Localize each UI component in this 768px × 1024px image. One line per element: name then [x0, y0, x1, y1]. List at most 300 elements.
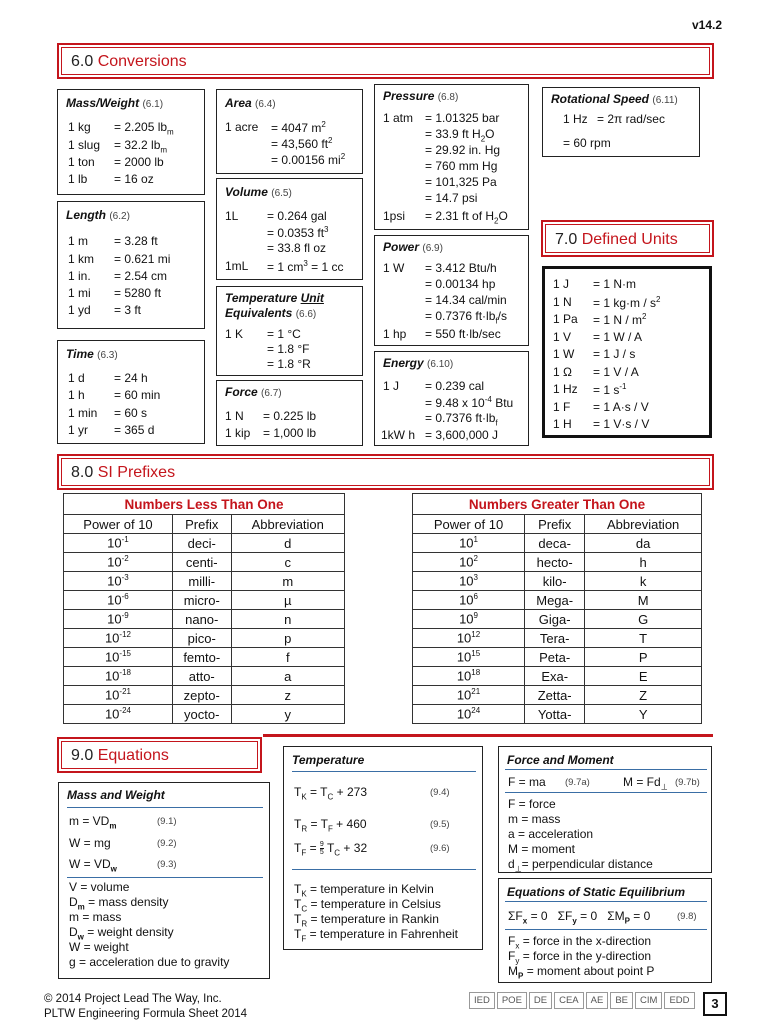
symbol: T: [294, 897, 302, 911]
power-exponent: -6: [121, 592, 129, 602]
abbreviation-cell: m: [231, 572, 344, 591]
conversion-lhs: 1 yd: [68, 303, 91, 317]
power-cell: [413, 591, 525, 610]
subscript: C: [334, 848, 341, 858]
power-cell: [64, 553, 173, 572]
symbol: T: [326, 841, 335, 855]
table-caption: Numbers Less Than One: [64, 494, 345, 515]
box-title: Rotational Speed: [551, 92, 650, 106]
symbol: T: [294, 912, 302, 926]
conversion-lhs: 1 mi: [68, 286, 91, 300]
section-number: 7.0: [555, 231, 578, 248]
box-ref: (6.8): [437, 92, 459, 103]
conversion-value: = 9.48 x 10: [425, 396, 485, 410]
subscript: ⊥: [514, 864, 522, 874]
symbol: F: [515, 909, 523, 923]
defined-unit-value: = 1 A·s / V: [593, 399, 649, 414]
conversion-value: = 0.225 lb: [263, 409, 317, 423]
subscript: f: [495, 316, 498, 326]
subscript: C: [327, 792, 334, 802]
conversion-value: = 1 cc: [311, 260, 344, 274]
copyright: © 2014 Project Lead The Way, Inc.: [44, 993, 222, 1005]
box-ref: (6.3): [97, 350, 118, 361]
definition: = temperature in Celsius: [310, 897, 441, 911]
definition: m = mass: [508, 812, 561, 826]
box-title: Energy: [383, 356, 424, 370]
conversion-value: = 3,600,000 J: [425, 428, 499, 442]
symbol: T: [294, 841, 302, 855]
static-equilibrium-box: [498, 878, 712, 983]
abbreviation-cell: da: [585, 534, 702, 553]
conversion-value: = 365 d: [114, 423, 155, 437]
table-row: [64, 667, 345, 686]
defined-unit-lhs: 1 J: [553, 277, 570, 291]
power-exponent: 9: [473, 611, 478, 621]
power-exponent: 24: [471, 706, 481, 716]
box-title: Equations of Static Equilibrium: [507, 885, 686, 899]
box-title: Mass and Weight: [67, 788, 165, 802]
force-moment-box: [498, 746, 712, 873]
conversion-lhs: 1 atm: [383, 111, 414, 125]
subscript: m: [167, 127, 174, 137]
box-ref: (6.5): [271, 188, 292, 199]
conversion-lhs: 1psi: [383, 209, 406, 223]
table-row: [64, 553, 345, 572]
subscript: R: [301, 919, 308, 929]
equation: + 273: [336, 785, 367, 799]
power-base: 10: [456, 687, 472, 703]
power-base: 10: [104, 687, 120, 703]
fraction-denominator: 5: [319, 849, 324, 857]
equation-ref: (9.3): [157, 859, 177, 870]
conversion-value: = 1,000 lb: [263, 426, 317, 440]
box-title: Time: [66, 347, 94, 361]
table-row: [64, 534, 345, 553]
subscript: F: [301, 934, 307, 944]
column-header: Abbreviation: [585, 515, 702, 534]
table-row: [413, 705, 702, 724]
sigma-symbol: Σ: [607, 909, 615, 923]
subscript: K: [301, 889, 307, 899]
subscript: 2: [494, 216, 499, 226]
power-cell: [64, 591, 173, 610]
defined-units-box: [542, 266, 712, 438]
subscript: m: [109, 821, 117, 831]
conversion-lhs: 1 ton: [68, 155, 95, 169]
equation-ref: (9.5): [430, 819, 450, 830]
conversion-value: = 0.0353 ft: [267, 226, 325, 240]
equation-ref: (9.7b): [675, 777, 700, 788]
prefix-cell: hecto-: [525, 553, 585, 572]
abbreviation-cell: k: [585, 572, 702, 591]
conversion-value: = 3 ft: [114, 303, 142, 317]
power-base: 10: [104, 649, 120, 665]
course-badge: AE: [586, 992, 609, 1009]
power-base: 10: [456, 630, 472, 646]
conversion-value: = 760 mm Hg: [425, 159, 498, 173]
column-header: Power of 10: [413, 515, 525, 534]
table-row: [64, 610, 345, 629]
power-cell: [413, 610, 525, 629]
conversion-value: = 1.8 °R: [267, 357, 311, 371]
defined-unit-lhs: 1 V: [553, 329, 572, 344]
power-base: 10: [459, 611, 474, 627]
prefix-cell: deca-: [525, 534, 585, 553]
conversion-value: = 0.239 cal: [425, 379, 485, 393]
conversion-value: = 550 ft·lb/sec: [425, 327, 501, 341]
fraction-numerator: 9: [319, 841, 324, 849]
box-title: Force: [225, 385, 258, 399]
equations-rule: [263, 734, 713, 737]
length-box: [57, 201, 205, 329]
box-title: Temperature: [292, 753, 365, 767]
definition: = weight density: [87, 925, 174, 939]
prefix-cell: femto-: [172, 648, 231, 667]
power-base: 10: [104, 668, 120, 684]
prefix-cell: deci-: [172, 534, 231, 553]
prefix-cell: Peta-: [525, 648, 585, 667]
symbol: T: [294, 817, 302, 831]
power-cell: [413, 553, 525, 572]
defined-unit-lhs: 1 N: [553, 294, 572, 309]
symbol: F: [565, 909, 573, 923]
defined-unit-lhs: 1 Hz: [553, 382, 578, 396]
box-ref: (6.1): [142, 99, 164, 110]
section-title: SI Prefixes: [97, 464, 176, 481]
power-box: [374, 235, 529, 346]
temperature-equations-box: Temperature $T_K = T_C + 273$ (9.4) $T_R = T_F + 460$ (9.5) $T_F$ = $\frac{9}{5}$ $T_C + 32$ (9.6) $T_K$ = temperature in Kelvin $T_C$ = temperature in Celsius $T_R$ = temperature in Rankin $T_F$ = temperature in Fahrenheit: [283, 746, 483, 950]
defined-unit-value: = 1 J / s: [593, 347, 636, 361]
box-title: Temperature: [225, 291, 298, 305]
power-base: 10: [107, 535, 122, 551]
prefix-cell: Mega-: [525, 591, 585, 610]
subscript: m: [77, 902, 85, 912]
prefix-cell: milli-: [172, 572, 231, 591]
power-cell: [64, 534, 173, 553]
power-base: 10: [456, 706, 472, 722]
course-badge: IED: [469, 992, 495, 1009]
conversion-lhs: 1mL: [225, 259, 249, 273]
conversion-lhs: 1 yr: [68, 423, 89, 437]
abbreviation-cell: P: [585, 648, 702, 667]
power-exponent: -24: [119, 706, 131, 716]
equation: W = VD: [69, 857, 111, 871]
power-exponent: -12: [119, 630, 131, 640]
column-header: Abbreviation: [231, 515, 344, 534]
definition: F = force: [508, 797, 556, 811]
abbreviation-cell: y: [231, 705, 344, 724]
power-cell: [64, 705, 173, 724]
table-row: [413, 610, 702, 629]
power-exponent: -18: [119, 668, 131, 678]
subscript: x: [522, 916, 528, 926]
abbreviation-cell: T: [585, 629, 702, 648]
course-badge: BE: [610, 992, 633, 1009]
conversion-lhs: 1 h: [68, 388, 85, 402]
column-header: Prefix: [525, 515, 585, 534]
conversion-lhs: 1 d: [68, 371, 85, 385]
section-title: Conversions: [97, 53, 187, 70]
power-base: 10: [107, 611, 122, 627]
subscript: f: [495, 418, 498, 428]
superscript: 2: [340, 152, 346, 161]
conversion-lhs: 1 slug: [68, 138, 101, 152]
section-header-equations: [57, 737, 262, 773]
power-cell: [413, 686, 525, 705]
box-title: Mass/Weight: [66, 96, 140, 110]
definition: = temperature in Rankin: [310, 912, 439, 926]
equation-ref: (9.2): [157, 838, 177, 849]
prefix-cell: Zetta-: [525, 686, 585, 705]
si-prefixes-large-table: [412, 493, 702, 724]
power-exponent: 12: [471, 630, 481, 640]
conversion-value: = 2000 lb: [114, 155, 164, 169]
abbreviation-cell: E: [585, 667, 702, 686]
defined-unit-value: = 1 V / A: [593, 364, 639, 379]
definition: = force in the y-direction: [522, 949, 652, 963]
conversion-lhs: 1 hp: [383, 327, 407, 341]
abbreviation-cell: G: [585, 610, 702, 629]
conversion-lhs: 1kW h: [381, 428, 416, 442]
power-exponent: 3: [473, 573, 478, 583]
table-row: [64, 648, 345, 667]
table-caption: Numbers Greater Than One: [413, 494, 702, 515]
power-exponent: 15: [471, 649, 481, 659]
table-row: [413, 629, 702, 648]
conversion-value: = 0.00134 hp: [425, 277, 496, 291]
section-title: Equations: [97, 747, 169, 764]
rotational-speed-box: [542, 87, 700, 157]
unit-tail: O: [485, 127, 495, 141]
table-row: [64, 629, 345, 648]
column-header: Prefix: [172, 515, 231, 534]
conversion-value: = 2.205 lb: [114, 120, 168, 134]
power-cell: [413, 572, 525, 591]
conversion-lhs: 1 m: [68, 234, 89, 248]
prefix-cell: kilo-: [525, 572, 585, 591]
power-base: 10: [459, 535, 474, 551]
course-badge: CEA: [554, 992, 584, 1009]
conversion-value: = 0.621 mi: [114, 252, 171, 266]
abbreviation-cell: z: [231, 686, 344, 705]
equation: + 460: [336, 817, 367, 831]
symbol: T: [294, 785, 302, 799]
prefix-cell: yocto-: [172, 705, 231, 724]
section-number: 9.0: [71, 747, 94, 764]
conversion-lhs: 1 K: [225, 327, 244, 341]
section-number: 6.0: [71, 53, 94, 70]
area-box: [216, 89, 363, 174]
power-exponent: -21: [119, 687, 131, 697]
equation: W = mg: [69, 836, 111, 850]
power-base: 10: [107, 592, 122, 608]
symbol: d: [508, 857, 515, 871]
definition: a = acceleration: [508, 827, 594, 841]
power-cell: [413, 648, 525, 667]
abbreviation-cell: a: [231, 667, 344, 686]
superscript: 2: [642, 312, 647, 321]
conversion-value: = 32.2 lb: [114, 138, 161, 152]
conversion-value: = 3.412 Btu/h: [425, 261, 497, 275]
power-cell: [64, 686, 173, 705]
equation-ref: (9.8): [677, 911, 697, 922]
conversion-lhs: 1 min: [68, 406, 98, 420]
prefix-cell: Exa-: [525, 667, 585, 686]
power-cell: [413, 705, 525, 724]
box-title: Power: [383, 240, 420, 254]
conversion-value: = 0.7376 ft·lb: [425, 411, 496, 425]
box-ref: (6.10): [427, 359, 454, 370]
conversion-value: = 14.7 psi: [425, 191, 478, 205]
conversion-value: = 1 °C: [267, 327, 301, 341]
subscript: m: [160, 145, 168, 155]
power-cell: [64, 610, 173, 629]
defined-unit-lhs: 1 Pa: [553, 312, 578, 326]
subscript: w: [77, 932, 84, 942]
power-base: 10: [107, 554, 122, 570]
sigma-symbol: Σ: [508, 909, 516, 923]
prefix-cell: centi-: [172, 553, 231, 572]
equation: = T: [310, 817, 328, 831]
conversion-value: = 1 cm: [267, 260, 304, 274]
definition: = temperature in Kelvin: [310, 882, 434, 896]
section-number: 8.0: [71, 464, 94, 481]
power-exponent: -1: [121, 535, 129, 545]
conversion-value: = 14.34 cal/min: [425, 293, 507, 307]
abbreviation-cell: µ: [231, 591, 344, 610]
conversion-lhs: 1 in.: [68, 269, 91, 283]
power-base: 10: [459, 573, 474, 589]
equation: + 32: [343, 841, 368, 855]
definition: = force in the x-direction: [522, 934, 652, 948]
force-box: [216, 380, 363, 446]
subscript: P: [624, 916, 630, 926]
volume-box: [216, 178, 363, 280]
abbreviation-cell: f: [231, 648, 344, 667]
definition: V = volume: [69, 880, 130, 894]
subscript: R: [301, 824, 308, 834]
definition: W = weight: [69, 940, 129, 954]
equation-ref: (9.6): [430, 843, 450, 854]
abbreviation-cell: d: [231, 534, 344, 553]
defined-unit-value: = 1 s: [593, 383, 620, 397]
time-box: [57, 340, 205, 444]
power-exponent: 2: [473, 554, 478, 564]
box-ref: (6.2): [109, 211, 130, 222]
symbol: M: [614, 909, 625, 923]
equation: = 0: [633, 909, 651, 923]
power-exponent: 18: [471, 668, 481, 678]
course-badge: EDD: [664, 992, 694, 1009]
abbreviation-cell: n: [231, 610, 344, 629]
defined-unit-lhs: 1 W: [553, 347, 575, 361]
symbol: D: [69, 895, 78, 909]
equation-ref: (9.1): [157, 816, 177, 827]
course-badge: CIM: [635, 992, 662, 1009]
equation: F = ma: [508, 775, 546, 789]
box-title: Equivalents: [225, 306, 293, 320]
symbol: T: [294, 927, 302, 941]
sigma-symbol: Σ: [557, 909, 566, 923]
power-cell: [413, 667, 525, 686]
abbreviation-cell: M: [585, 591, 702, 610]
abbreviation-cell: p: [231, 629, 344, 648]
table-row: [413, 572, 702, 591]
conversion-lhs: 1 Hz: [563, 112, 588, 126]
conversion-value: = 29.92 in. Hg: [425, 143, 501, 157]
table-row: [64, 572, 345, 591]
page-number: 3: [703, 992, 727, 1016]
defined-unit-value: = 1 kg·m / s: [593, 295, 657, 310]
box-title: Volume: [225, 185, 268, 199]
power-exponent: -3: [121, 573, 129, 583]
box-ref: (6.7): [261, 388, 282, 399]
prefix-cell: pico-: [172, 629, 231, 648]
equation-ref: (9.7a): [565, 777, 590, 788]
prefix-cell: Tera-: [525, 629, 585, 648]
symbol: F: [508, 934, 516, 948]
conversion-lhs: 1 N: [225, 409, 244, 423]
power-exponent: -2: [121, 554, 129, 564]
conversion-lhs: 1 kip: [225, 426, 251, 440]
course-badge: POE: [497, 992, 527, 1009]
power-base: 10: [107, 573, 122, 589]
power-base: 10: [104, 706, 120, 722]
subscript: P: [518, 971, 524, 981]
temperature-equivalents-box: [216, 286, 363, 376]
conversion-value: = 0.264 gal: [267, 209, 327, 223]
box-title: Force and Moment: [507, 753, 614, 767]
si-prefixes-small-table: [63, 493, 345, 724]
conversion-value: = 0.00156 mi: [271, 153, 341, 167]
symbol: T: [294, 882, 302, 896]
column-header: Power of 10: [64, 515, 173, 534]
conversion-lhs: 1 lb: [68, 172, 88, 186]
conversion-lhs: 1 W: [383, 261, 405, 275]
conversion-value: = 60 min: [114, 388, 161, 402]
section-title: Defined Units: [581, 231, 678, 248]
definition: M = moment: [508, 842, 576, 856]
power-cell: [64, 667, 173, 686]
equation: = 0: [580, 909, 598, 923]
subscript: C: [301, 904, 308, 914]
equation-ref: (9.4): [430, 787, 450, 798]
subscript: y: [572, 916, 577, 926]
table-row: [64, 591, 345, 610]
table-row: [64, 686, 345, 705]
defined-unit-value: = 1 V·s / V: [593, 417, 650, 431]
conversion-lhs: 1 acre: [225, 120, 259, 134]
superscript: 3: [303, 259, 308, 268]
unit-tail: O: [498, 209, 508, 223]
prefix-cell: Giga-: [525, 610, 585, 629]
defined-unit-lhs: 1 Ω: [553, 364, 572, 379]
energy-box: [374, 351, 529, 446]
abbreviation-cell: Y: [585, 705, 702, 724]
conversion-value: = 16 oz: [114, 172, 154, 186]
power-exponent: -15: [119, 649, 131, 659]
conversion-value: = 33.9 ft H: [425, 127, 481, 141]
box-ref: (6.9): [422, 243, 443, 254]
power-base: 10: [104, 630, 120, 646]
table-row: [413, 667, 702, 686]
conversion-value: = 3.28 ft: [114, 234, 158, 248]
definition: = temperature in Fahrenheit: [309, 927, 458, 941]
table-row: [413, 686, 702, 705]
conversion-lhs: 1 kg: [68, 120, 91, 134]
equation: = 0: [530, 909, 548, 923]
symbol: M: [508, 964, 518, 978]
